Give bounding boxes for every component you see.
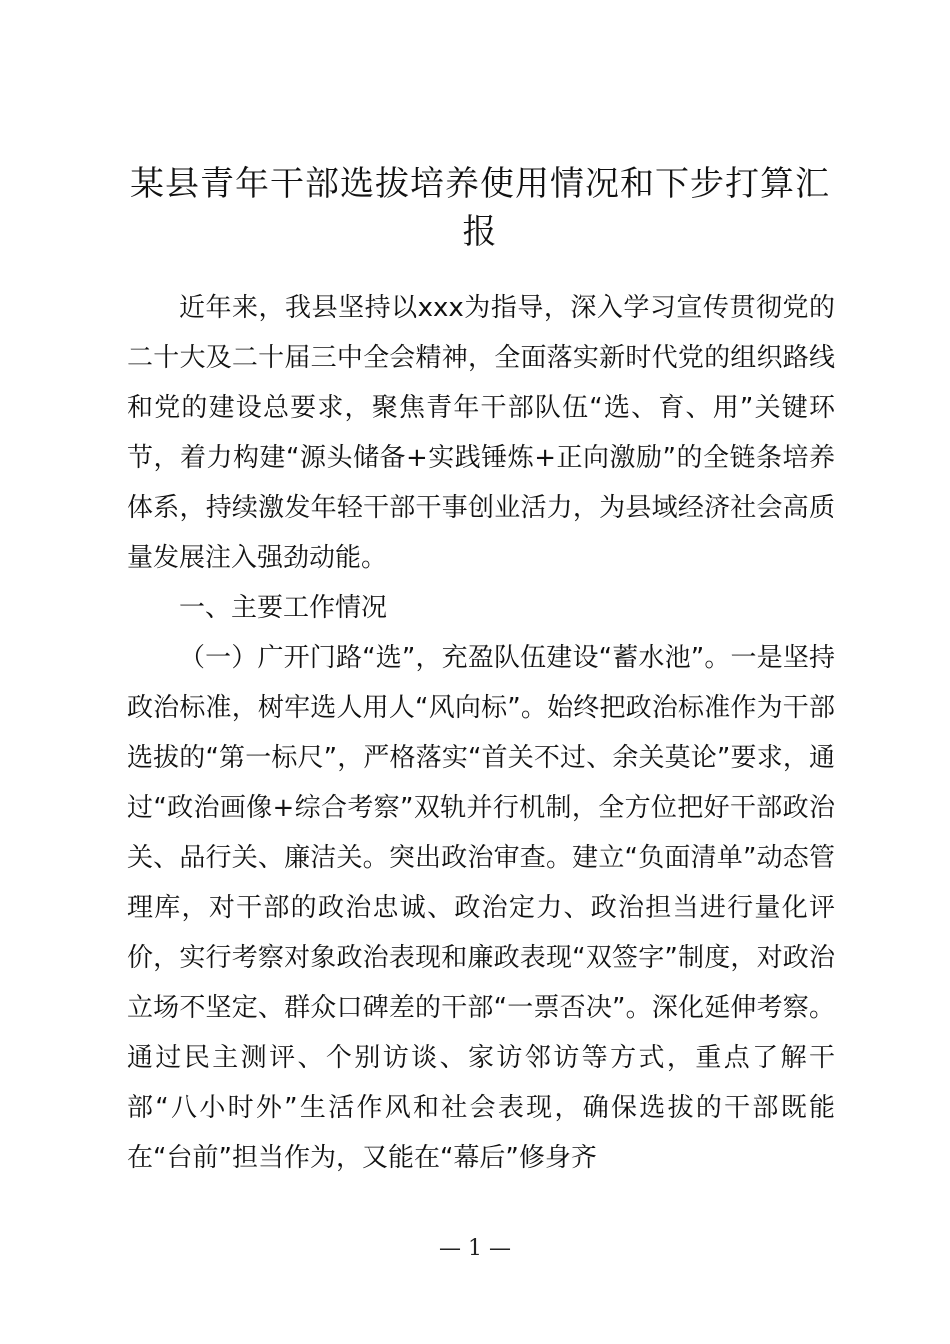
document-body — [127, 283, 835, 1183]
page-number: — 1 — — [439, 1236, 511, 1261]
document-title: 某县青年干部选拔培养使用情况和下步打算汇报 — [130, 164, 830, 252]
section-heading: 一、主要工作情况 — [179, 593, 388, 623]
body-paragraph: （一）广开门路“选”，充盈队伍建设“蓄水池”。一是坚持政治标准，树牢选人用人“风向标”。始终把政治标准作为干部选拔的“第一标尺”，严格落实“首关不过、余关莫论”要求，通过“政治画像+综合考察”双轨并行机制，全方位把好干部政治关、品行关、廉洁关。突出政治审查。建立“负面清单”动态管理库，对干部的政治忠诚、政治定力、政治担当进行量化评价，实行考察对象政治表现和廉政表现“双签字”制度，对政治立场不坚定、群众口碑差的干部“一票否决”。深化延伸考察。通过民主测评、个别访谈、家访邻访等方式，重点了解干部“八小时外”生活作风和社会表现，确保选拔的干部既能在“台前”担当作为，又能在“幕后”修身齐 — [127, 643, 835, 1173]
intro-paragraph: 近年来，我县坚持以xxx为指导，深入学习宣传贯彻党的二十大及二十届三中全会精神，全面落实新时代党的组织路线和党的建设总要求，聚焦青年干部队伍“选、育、用”关键环节，着力构建“源头储备+实践锤炼+正向激励”的全链条培养体系，持续激发年轻干部干事创业活力，为县域经济社会高质量发展注入强劲动能。 — [127, 293, 835, 573]
